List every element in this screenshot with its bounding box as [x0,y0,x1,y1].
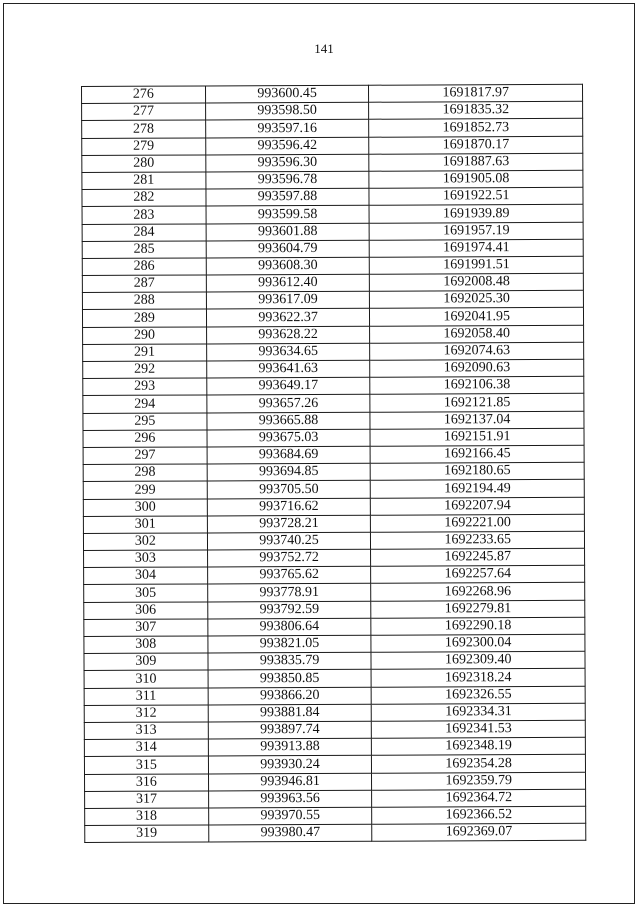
y-coordinate-cell: 1692008.48 [370,273,584,291]
table-row [82,239,583,258]
point-number-cell: 302 [83,533,207,551]
y-coordinate-cell: 1692058.40 [370,325,584,343]
point-number-cell: 286 [82,258,206,276]
y-coordinate-cell: 1692318.24 [371,669,585,687]
y-coordinate-cell: 1692151.91 [370,428,584,446]
y-coordinate-cell: 1692180.65 [371,462,585,480]
x-coordinate-cell: 993778.91 [207,584,371,602]
point-number-cell: 284 [82,223,206,241]
y-coordinate-cell: 1692106.38 [370,376,584,394]
y-coordinate-cell: 1692221.00 [371,514,585,532]
x-coordinate-cell: 993728.21 [207,515,371,533]
y-coordinate-cell: 1692364.72 [372,789,586,807]
y-coordinate-cell: 1692309.40 [371,651,585,669]
coordinate-table [81,84,586,843]
y-coordinate-cell: 1691870.17 [369,136,583,154]
point-number-cell: 285 [82,241,206,259]
x-coordinate-cell: 993641.63 [206,360,370,378]
point-number-cell: 291 [83,344,207,362]
x-coordinate-cell: 993617.09 [206,291,370,309]
point-number-cell: 298 [83,464,207,482]
y-coordinate-cell: 1691922.51 [369,187,583,205]
x-coordinate-cell: 993598.50 [205,102,369,120]
x-coordinate-cell: 993612.40 [206,274,370,292]
y-coordinate-cell: 1692257.64 [371,566,585,584]
table-row [83,342,584,361]
x-coordinate-cell: 993601.88 [206,223,370,241]
point-number-cell: 289 [82,309,206,327]
table-row [84,566,585,585]
point-number-cell: 288 [82,292,206,310]
point-number-cell: 319 [85,825,209,843]
table-row [84,737,585,756]
y-coordinate-cell: 1692041.95 [370,308,584,326]
point-number-cell: 306 [84,602,208,620]
table-row [84,634,585,653]
x-coordinate-cell: 993622.37 [206,309,370,327]
table-row [85,789,586,808]
table-row [83,480,584,499]
x-coordinate-cell: 993665.88 [207,412,371,430]
table-row [84,617,585,636]
x-coordinate-cell: 993705.50 [207,481,371,499]
point-number-cell: 305 [84,584,208,602]
y-coordinate-cell: 1692090.63 [370,359,584,377]
y-coordinate-cell: 1692025.30 [370,291,584,309]
point-number-cell: 304 [84,567,208,585]
point-number-cell: 318 [85,808,209,826]
y-coordinate-cell: 1691835.32 [369,101,583,119]
point-number-cell: 301 [83,516,207,534]
x-coordinate-cell: 993970.55 [208,807,372,825]
table-row [84,583,585,602]
y-coordinate-cell: 1692369.07 [372,823,586,841]
table-row [82,222,583,241]
x-coordinate-cell: 993740.25 [207,532,371,550]
point-number-cell: 287 [82,275,206,293]
table-row [83,514,584,533]
table-row [83,359,584,378]
x-coordinate-cell: 993821.05 [208,635,372,653]
x-coordinate-cell: 993599.58 [206,206,370,224]
point-number-cell: 277 [82,103,206,121]
point-number-cell: 312 [84,705,208,723]
x-coordinate-cell: 993657.26 [207,395,371,413]
y-coordinate-cell: 1692334.31 [372,703,586,721]
x-coordinate-cell: 993604.79 [206,240,370,258]
point-number-cell: 316 [85,773,209,791]
table-row [84,651,585,670]
y-coordinate-cell: 1692194.49 [371,480,585,498]
table-row [82,291,583,310]
point-number-cell: 293 [83,378,207,396]
x-coordinate-cell: 993694.85 [207,463,371,481]
table-row [82,101,583,120]
y-coordinate-cell: 1692207.94 [371,497,585,515]
point-number-cell: 296 [83,430,207,448]
table-row [82,136,583,155]
point-number-cell: 303 [84,550,208,568]
x-coordinate-cell: 993881.84 [208,704,372,722]
table-row [85,772,586,791]
table-row [82,205,583,224]
x-coordinate-cell: 993608.30 [206,257,370,275]
point-number-cell: 278 [82,120,206,138]
point-number-cell: 311 [84,688,208,706]
x-coordinate-cell: 993765.62 [207,566,371,584]
table-row [82,308,583,327]
x-coordinate-cell: 993792.59 [207,601,371,619]
y-coordinate-cell: 1691974.41 [370,239,584,257]
table-row [82,187,583,206]
x-coordinate-cell: 993597.16 [205,120,369,138]
point-number-cell: 313 [84,722,208,740]
y-coordinate-cell: 1691887.63 [369,153,583,171]
y-coordinate-cell: 1692348.19 [372,737,586,755]
point-number-cell: 294 [83,395,207,413]
table-row [85,823,586,842]
y-coordinate-cell: 1692354.28 [372,755,586,773]
x-coordinate-cell: 993913.88 [208,738,372,756]
table-row [84,686,585,705]
x-coordinate-cell: 993684.69 [207,446,371,464]
x-coordinate-cell: 993596.42 [205,137,369,155]
x-coordinate-cell: 993835.79 [208,652,372,670]
point-number-cell: 283 [82,206,206,224]
table-row [83,376,584,395]
table-row [84,755,585,774]
table-row [84,703,585,722]
point-number-cell: 281 [82,172,206,190]
y-coordinate-cell: 1692279.81 [371,600,585,618]
x-coordinate-cell: 993980.47 [208,824,372,842]
table-row [83,411,584,430]
table-row [82,170,583,189]
table-row [82,84,583,103]
page-frame [3,3,635,904]
x-coordinate-cell: 993597.88 [206,188,370,206]
x-coordinate-cell: 993675.03 [207,429,371,447]
y-coordinate-cell: 1691957.19 [370,222,584,240]
point-number-cell: 308 [84,636,208,654]
table-row [84,548,585,567]
coordinate-table-body [82,84,586,842]
table-row [84,669,585,688]
y-coordinate-cell: 1691852.73 [369,119,583,137]
x-coordinate-cell: 993649.17 [206,377,370,395]
x-coordinate-cell: 993930.24 [208,756,372,774]
point-number-cell: 299 [83,481,207,499]
table-row [83,394,584,413]
point-number-cell: 314 [84,739,208,757]
y-coordinate-cell: 1692359.79 [372,772,586,790]
y-coordinate-cell: 1692074.63 [370,342,584,360]
y-coordinate-cell: 1692268.96 [371,583,585,601]
point-number-cell: 295 [83,413,207,431]
y-coordinate-cell: 1691905.08 [369,170,583,188]
x-coordinate-cell: 993866.20 [208,687,372,705]
x-coordinate-cell: 993946.81 [208,773,372,791]
y-coordinate-cell: 1692233.65 [371,531,585,549]
y-coordinate-cell: 1691939.89 [369,205,583,223]
x-coordinate-cell: 993634.65 [206,343,370,361]
y-coordinate-cell: 1692137.04 [370,411,584,429]
point-number-cell: 276 [82,86,206,104]
table-row [83,445,584,464]
y-coordinate-cell: 1692245.87 [371,548,585,566]
table-row [82,153,583,172]
y-coordinate-cell: 1692166.45 [370,445,584,463]
x-coordinate-cell: 993752.72 [207,549,371,567]
point-number-cell: 279 [82,138,206,156]
y-coordinate-cell: 1692366.52 [372,806,586,824]
point-number-cell: 290 [83,327,207,345]
x-coordinate-cell: 993628.22 [206,326,370,344]
point-number-cell: 317 [85,791,209,809]
table-row [82,119,583,138]
point-number-cell: 307 [84,619,208,637]
table-row [83,497,584,516]
point-number-cell: 280 [82,155,206,173]
y-coordinate-cell: 1692326.55 [372,686,586,704]
point-number-cell: 297 [83,447,207,465]
point-number-cell: 315 [84,756,208,774]
y-coordinate-cell: 1692300.04 [371,634,585,652]
y-coordinate-cell: 1692290.18 [371,617,585,635]
point-number-cell: 292 [83,361,207,379]
y-coordinate-cell: 1691991.51 [370,256,584,274]
table-row [84,720,585,739]
table-row [83,325,584,344]
y-coordinate-cell: 1691817.97 [369,84,583,102]
table-row [82,256,583,275]
table-row [82,273,583,292]
y-coordinate-cell: 1692121.85 [370,394,584,412]
x-coordinate-cell: 993850.85 [208,670,372,688]
x-coordinate-cell: 993897.74 [208,721,372,739]
table-row [84,600,585,619]
x-coordinate-cell: 993600.45 [205,85,369,103]
y-coordinate-cell: 1692341.53 [372,720,586,738]
point-number-cell: 282 [82,189,206,207]
x-coordinate-cell: 993596.78 [206,171,370,189]
table-row [85,806,586,825]
table-row [83,428,584,447]
page-number: 141 [314,41,334,56]
table-row [83,462,584,481]
point-number-cell: 310 [84,670,208,688]
x-coordinate-cell: 993806.64 [208,618,372,636]
x-coordinate-cell: 993716.62 [207,498,371,516]
x-coordinate-cell: 993596.30 [206,154,370,172]
point-number-cell: 300 [83,498,207,516]
table-row [83,531,584,550]
x-coordinate-cell: 993963.56 [208,790,372,808]
point-number-cell: 309 [84,653,208,671]
